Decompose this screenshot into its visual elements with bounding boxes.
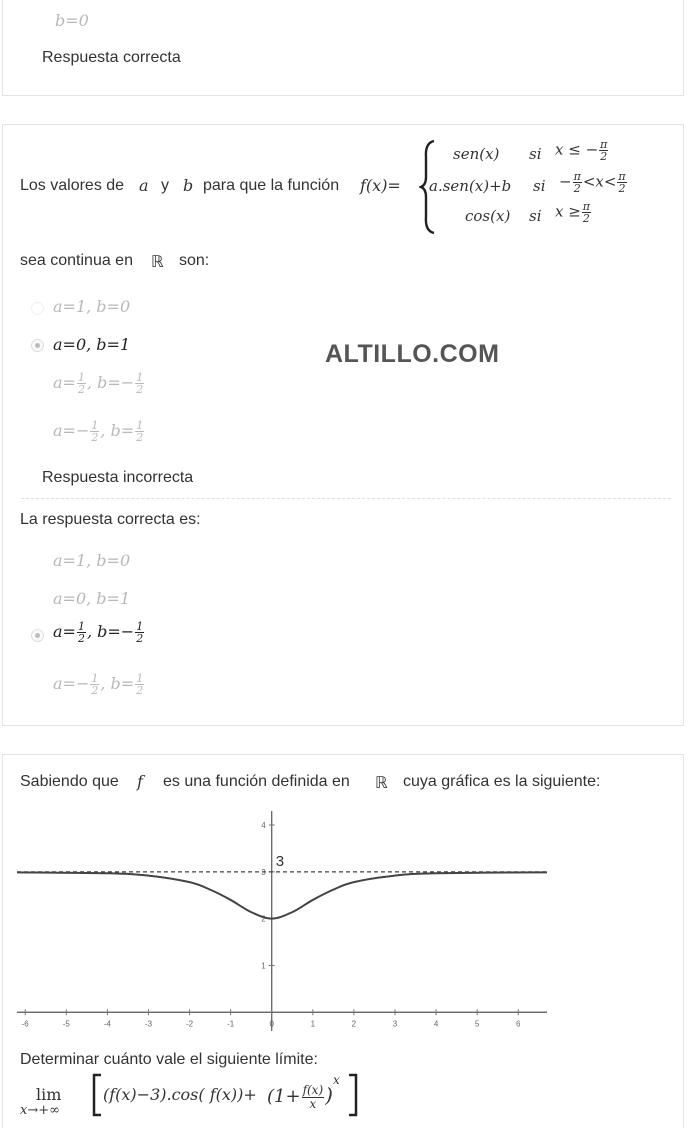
lim-subscript: x→+∞ — [20, 1103, 60, 1118]
prompt-mid: es una función definida en — [163, 773, 350, 790]
reals-symbol-2: ℝ — [375, 773, 388, 792]
piece3-expression: cos(x) — [465, 207, 511, 225]
right-bracket-icon — [347, 1073, 359, 1117]
piece2-condition: − $\frac{\pi}{2}$ <x< $\frac{\pi}{2}$ — [559, 170, 626, 195]
x-tick-label: 5 — [474, 1019, 480, 1029]
x-tick-label: -4 — [103, 1019, 111, 1029]
y-tick-label: 2 — [261, 914, 266, 924]
correct-option-1: a=1, b=0 — [53, 551, 131, 570]
divider — [21, 498, 671, 499]
question-card-limit — [2, 754, 684, 1128]
y-tick-label: 1 — [261, 961, 266, 971]
var-f: f — [137, 772, 143, 791]
question-card-previous — [2, 0, 684, 96]
lim-word: lim — [36, 1085, 62, 1104]
function-name: f(x)= — [360, 176, 401, 195]
function-curve — [17, 872, 547, 918]
var-a: a — [139, 176, 149, 195]
question-mid: para que la función — [203, 177, 340, 194]
prompt-prefix: Sabiendo que — [20, 773, 119, 790]
limit-expression-left: (f(x)−3).cos( f(x))+ — [103, 1085, 257, 1104]
left-bracket-icon — [91, 1073, 103, 1117]
question-card-continuity — [2, 124, 684, 726]
x-tick-label: 3 — [392, 1019, 398, 1029]
option-3[interactable]: a= $\frac{1}{2}$ , b=− $\frac{1}{2}$ — [53, 371, 144, 396]
option-4[interactable]: a=− $\frac{1}{2}$ , b= $\frac{1}{2}$ — [53, 419, 144, 444]
correct-radio-3 — [31, 629, 44, 642]
limit-prompt: Determinar cuánto vale el siguiente límite: — [20, 1051, 318, 1068]
feedback-correct: Respuesta correcta — [42, 49, 181, 66]
function-graph — [17, 811, 547, 1031]
option-radio-1[interactable] — [31, 302, 44, 315]
asymptote-label: 3 — [275, 852, 285, 870]
option-2-selected[interactable]: a=0, b=1 — [53, 335, 131, 354]
feedback-incorrect: Respuesta incorrecta — [42, 469, 194, 486]
correct-option-2: a=0, b=1 — [53, 589, 131, 608]
reals-symbol: ℝ — [151, 252, 164, 271]
piece1-condition: x ≤ − $\frac{\pi}{2}$ — [555, 138, 608, 163]
piece3-condition: x ≥ $\frac{\pi}{2}$ — [555, 200, 591, 225]
x-tick-label: -2 — [185, 1019, 194, 1029]
x-tick-label: -3 — [144, 1019, 153, 1029]
piece1-expression: sen(x) — [453, 145, 500, 163]
piece1-si: si — [529, 145, 542, 163]
x-tick-label: 6 — [516, 1019, 521, 1029]
x-tick-label: -6 — [21, 1019, 29, 1029]
question-prefix: Los valores de — [20, 177, 125, 194]
y-tick-label: 3 — [261, 867, 266, 877]
x-tick-label: 2 — [351, 1019, 357, 1029]
limit-expression-paren: (1+ $\frac{f(x)}{x}$ )$^x$ — [267, 1073, 340, 1111]
option-b-zero: b=0 — [55, 11, 89, 30]
option-1[interactable]: a=1, b=0 — [53, 297, 131, 316]
x-tick-label: 4 — [433, 1019, 439, 1029]
piece2-expression: a.sen(x)+b — [429, 177, 512, 195]
conjunction: y — [161, 177, 169, 194]
x-tick-label: -1 — [227, 1019, 235, 1029]
option-radio-2[interactable] — [31, 339, 44, 352]
x-tick-label: 1 — [310, 1019, 316, 1029]
watermark: ALTILLO.COM — [325, 340, 500, 368]
correct-option-3-selected: a= $\frac{1}{2}$ , b=− $\frac{1}{2}$ — [53, 620, 144, 645]
correct-option-4: a=− $\frac{1}{2}$ , b= $\frac{1}{2}$ — [53, 672, 144, 697]
correct-answer-label: La respuesta correcta es: — [20, 511, 201, 528]
x-tick-label: -5 — [62, 1019, 70, 1029]
piece3-si: si — [529, 207, 542, 225]
question-suffix: sea continua en — [20, 252, 133, 269]
question-end: son: — [179, 252, 210, 269]
prompt-end: cuya gráfica es la siguiente: — [403, 773, 601, 790]
var-b: b — [183, 176, 194, 195]
piece2-si: si — [533, 177, 546, 195]
y-tick-label: 4 — [261, 821, 266, 831]
x-tick-label: 0 — [269, 1019, 274, 1029]
